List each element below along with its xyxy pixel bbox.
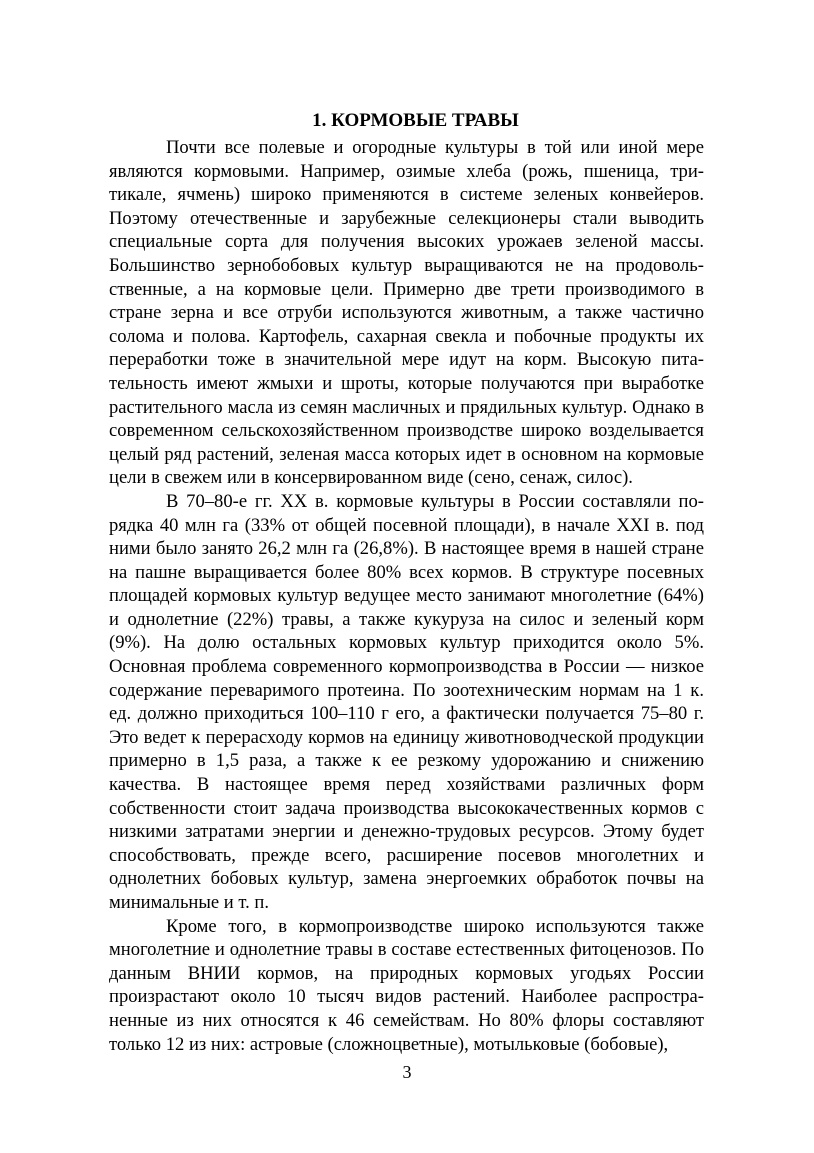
page-content bbox=[109, 108, 704, 1056]
page-number: 3 bbox=[402, 1062, 412, 1082]
section-title: 1. КОРМОВЫЕ ТРАВЫ bbox=[312, 110, 519, 131]
paragraph-3: Кроме того, в кормопроизводстве широко используются также многолетние и однолетние травы в составе естественных фитоценозов. По данным ВНИИ кормов, на природных кормовых угодьях России произрастают около 10 тысяч видов растений. Наиболее распространенные из них относятся к 46 семействам. Но 80% флоры составляют только 12 из них: астровые (сложноцветные), мотыльковые (бобовые), bbox=[109, 915, 704, 1055]
paragraph-2: В 70–80-е гг. XX в. кормовые культуры в России составляли порядка 40 млн га (33% от общей посевной площади), в начале XXI в. под ними было занято 26,2 млн га (26,8%). В настоящее время в нашей стране на пашне выращивается более 80% всех кормов. В структуре посевных площадей кормовых культур ведущее место занимают многолетние (64%) и однолетние (22%) травы, а также кукуруза на силос и зеленый корм (9%). На долю остальных кормовых культур приходится около 5%. Основная проблема современного кормопроизводства в России — низкое содержание переваримого протеина. По зоотехническим нормам на 1 к. ед. должно приходиться 100–110 г его, а фактически получается 75–80 г. Это ведет к перерасходу кормов на единицу животноводческой продукции примерно в 1,5 раза, а также к ее резкому удорожанию и снижению качества. В настоящее время перед хозяйствами различных форм собственности стоит задача производства высококачественных кормов с низкими затратами энергии и денежно-трудовых ресурсов. Этому будет способствовать, прежде всего, расширение посевов многолетних и однолетних бобовых культур, замена энергоемких обработок почвы на минимальные и т. п. bbox=[109, 490, 704, 913]
paragraph-1: Почти все полевые и огородные культуры в той или иной мере являются кормовыми. Например, озимые хлеба (рожь, пшеница, тритикале, ячмень) широко применяются в системе зеленых конвейеров. Поэтому отечественные и зарубежные селекционеры стали выводить специальные сорта для получения высоких урожаев зеленой массы. Большинство зернобобовых культур выращиваются не на продовольственные, а на кормовые цели. Примерно две трети производимого в стране зерна и все отруби используются животным, а также частично солома и полова. Картофель, сахарная свекла и побочные продукты их переработки тоже в значительной мере идут на корм. Высокую питательность имеют жмыхи и шроты, которые получаются при выработке растительного масла из семян масличных и прядильных культур. Однако в современном сельскохозяйственном производстве широко возделывается целый ряд растений, зеленая масса которых идет в основном на кормовые цели в свежем или в консервированном виде (сено, сенаж, силос). bbox=[109, 137, 704, 489]
